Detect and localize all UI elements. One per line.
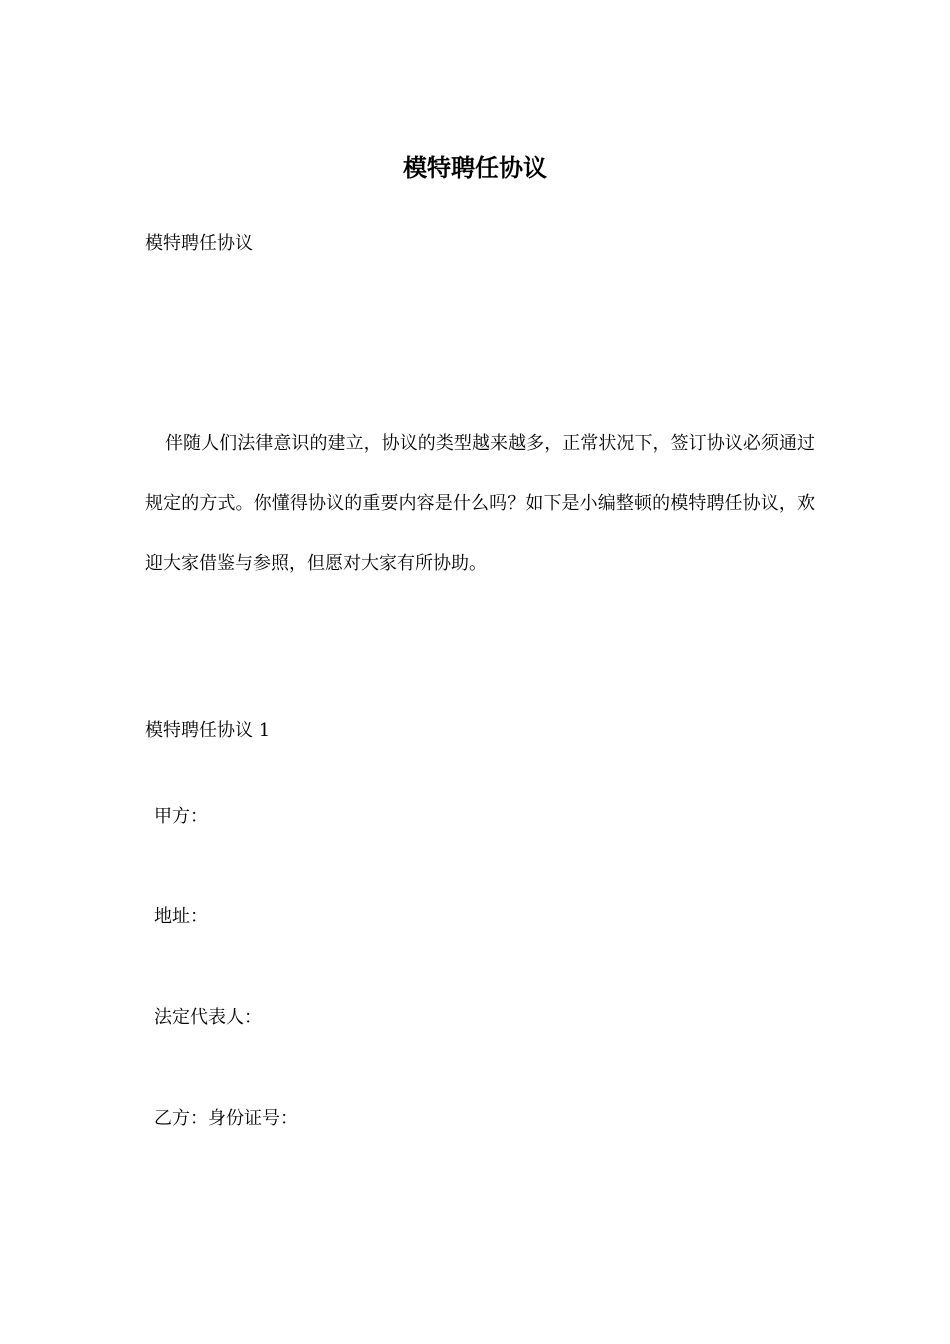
document-title: 模特聘任协议 [403, 153, 547, 182]
document-subtitle: 模特聘任协议 [145, 233, 253, 254]
legal-representative-field: 法定代表人： [154, 1007, 262, 1028]
address-field: 地址： [154, 906, 208, 927]
intro-paragraph: 伴随人们法律意识的建立，协议的类型越来越多，正常状况下，签订协议必须通过规定的方式。你懂得协议的重要内容是什么吗？如下是小编整顿的模特聘任协议，欢迎大家借鉴与参照，但愿对大家有所协助。 [145, 433, 815, 574]
party-a-field: 甲方： [154, 806, 208, 827]
section-heading: 模特聘任协议 1 [145, 720, 271, 741]
party-b-id-field: 乙方：身份证号： [154, 1108, 298, 1129]
